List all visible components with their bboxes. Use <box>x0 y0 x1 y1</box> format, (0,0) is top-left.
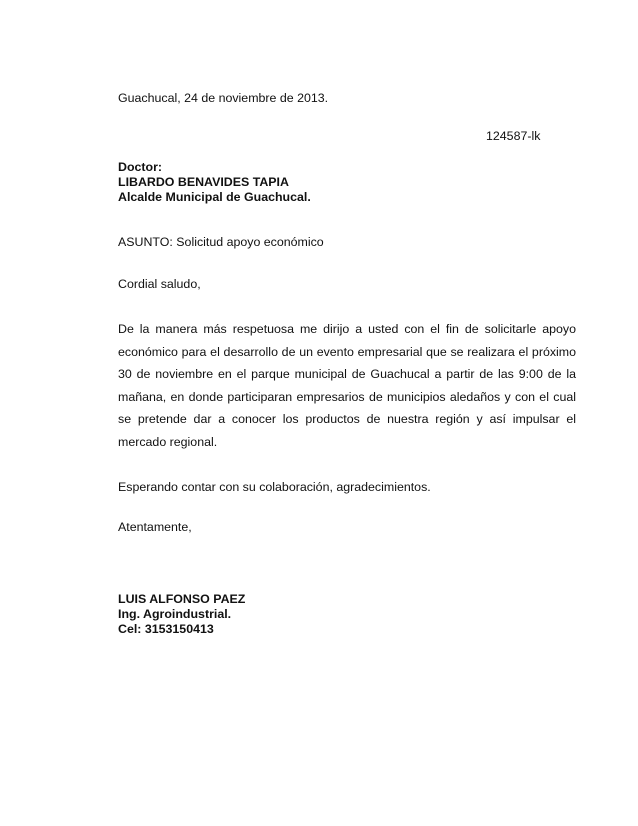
signature-profession: Ing. Agroindustrial. <box>118 607 232 621</box>
recipient-position: Alcalde Municipal de Guachucal. <box>118 190 311 204</box>
closing-thanks: Esperando contar con su colaboración, agradecimientos. <box>118 480 431 494</box>
reference-code: 124587-lk <box>486 129 541 143</box>
recipient-block <box>118 160 311 205</box>
recipient-name: LIBARDO BENAVIDES TAPIA <box>118 175 289 189</box>
place-date: Guachucal, 24 de noviembre de 2013. <box>118 91 329 105</box>
recipient-title: Doctor: <box>118 160 163 174</box>
closing: Atentamente, <box>118 520 192 534</box>
subject-line: ASUNTO: Solicitud apoyo económico <box>118 235 324 249</box>
greeting: Cordial saludo, <box>118 277 201 291</box>
signature-block <box>118 592 245 637</box>
letter-body: De la manera más respetuosa me dirijo a usted con el fin de solicitarle apoyo económico para el desarrollo de un evento empresarial que se realizara el próximo 30 de noviembre en el parque municipal de Guachucal a partir de las 9:00 de la mañana, en donde participaran empresarios de municipios aledaños y con el cual se pretende dar a conocer los productos de nuestra región y así impulsar el mercado regional. <box>118 322 576 449</box>
signature-name: LUIS ALFONSO PAEZ <box>118 592 246 606</box>
signature-phone: Cel: 3153150413 <box>118 622 214 636</box>
